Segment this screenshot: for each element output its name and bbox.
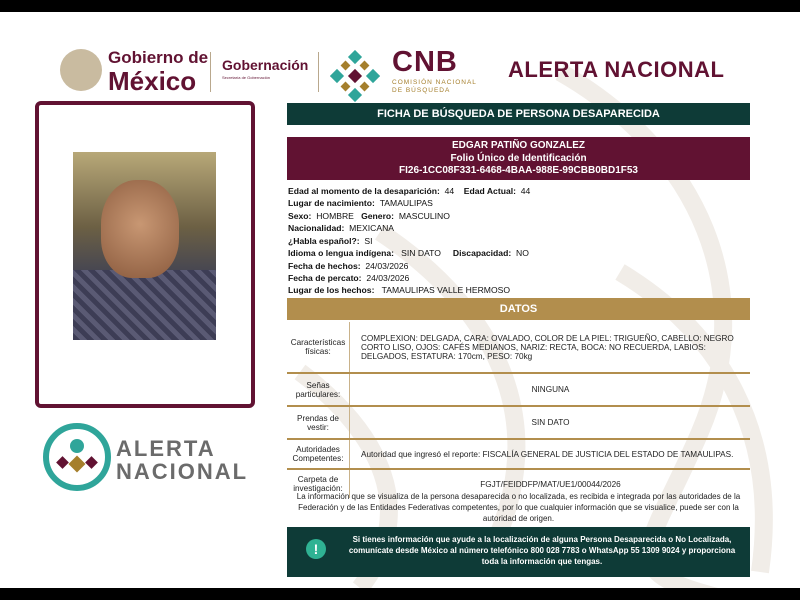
info-nacimiento-row bbox=[288, 198, 433, 208]
datos-label: Señas particulares: bbox=[287, 374, 350, 405]
folio-label: Folio Único de Identificación bbox=[450, 152, 587, 164]
datos-row-prendas bbox=[287, 407, 750, 440]
edad-desaparicion-value: 44 bbox=[444, 186, 455, 196]
contact-text: Si tienes información que ayude a la localización de alguna Persona Desaparecida o No Localizada, comunícate desde México al número telefónico 800 028 7783 o WhatsApp 55 1309 9024 y proporciona toda la información que tengas. bbox=[348, 535, 736, 566]
discapacidad-value: NO bbox=[515, 248, 529, 258]
edad-desaparicion-label: Edad al momento de la desaparición: bbox=[288, 186, 440, 196]
cnb-logo bbox=[392, 46, 477, 96]
info-sexo-row bbox=[288, 211, 450, 221]
person-photo bbox=[73, 152, 216, 340]
photo-face bbox=[101, 180, 179, 278]
info-fecha-percato-row bbox=[288, 273, 409, 283]
sexo-value: HOMBRE bbox=[316, 211, 354, 221]
contact-box bbox=[287, 527, 750, 577]
espanol-value: SI bbox=[364, 236, 373, 246]
gob-line1: Gobierno de bbox=[108, 48, 209, 67]
person-name: EDGAR PATIÑO GONZALEZ bbox=[452, 140, 585, 151]
cnb-sub1: COMISIÓN NACIONAL bbox=[392, 79, 477, 86]
datos-label: Prendas de vestir: bbox=[287, 407, 350, 438]
alert-icon: ! bbox=[306, 539, 326, 559]
datos-row-autoridades bbox=[287, 440, 750, 470]
header-divider bbox=[318, 52, 319, 92]
info-nacionalidad-row bbox=[288, 223, 394, 233]
info-fecha-hechos-row bbox=[288, 261, 408, 271]
alerta-logo-line1: ALERTA bbox=[116, 436, 216, 461]
info-idioma-row bbox=[288, 248, 529, 258]
photo-shirt bbox=[73, 270, 216, 340]
datos-value: Autoridad que ingresó el reporte: FISCALÍA GENERAL DE JUSTICIA DEL ESTADO DE TAMAULIPAS. bbox=[361, 449, 734, 459]
genero-label: Genero: bbox=[361, 211, 395, 221]
datos-value: COMPLEXION: DELGADA, CARA: OVALADO, COLOR DE LA PIEL: TRIGUEÑO, CABELLO: NEGRO CORTO LISO, OJOS: CAFÉS MEDIANOS, NARIZ: RECTA, BOCA: NO RECUERDA, LABIOS: DELGADOS, ESTATURA: 170cm, PESO: 70kg bbox=[361, 333, 734, 361]
info-espanol-row bbox=[288, 236, 373, 246]
nacionalidad-label: Nacionalidad: bbox=[288, 223, 345, 233]
datos-label: Autoridades Competentes: bbox=[287, 440, 350, 468]
discapacidad-label: Discapacidad: bbox=[452, 248, 512, 258]
cnb-title: CNB bbox=[392, 46, 458, 78]
espanol-label: ¿Habla español?: bbox=[288, 236, 360, 246]
genero-value: MASCULINO bbox=[398, 211, 450, 221]
datos-value: FGJT/FEIDDFP/MAT/UE1/00044/2026 bbox=[480, 479, 621, 489]
idioma-label: Idioma o lengua indígena: bbox=[288, 248, 394, 258]
folio-value: FI26-1CC08F331-6468-4BAA-988E-99CBB0BD1F53 bbox=[399, 165, 638, 176]
nacimiento-value: TAMAULIPAS bbox=[379, 198, 433, 208]
datos-label: Carpeta de investigación: bbox=[287, 470, 350, 498]
cnb-sub2: DE BÚSQUEDA bbox=[392, 87, 451, 95]
alerta-nacional-logo-text bbox=[116, 437, 248, 483]
gobierno-seal-icon bbox=[60, 49, 102, 91]
gobernacion-subtext: Secretaría de Gobernación bbox=[222, 75, 271, 80]
nacionalidad-value: MEXICANA bbox=[349, 223, 395, 233]
fecha-percato-label: Fecha de percato: bbox=[288, 273, 362, 283]
header-divider bbox=[210, 52, 211, 92]
datos-value: SIN DATO bbox=[531, 418, 570, 427]
gobernacion-text: Gobernación bbox=[222, 57, 309, 73]
cnb-emblem-icon bbox=[330, 50, 380, 102]
fecha-hechos-label: Fecha de hechos: bbox=[288, 261, 361, 271]
edad-actual-label: Edad Actual: bbox=[463, 186, 516, 196]
ficha-title: FICHA DE BÚSQUEDA DE PERSONA DESAPARECIDA bbox=[287, 103, 750, 125]
lugar-hechos-label: Lugar de los hechos: bbox=[288, 285, 375, 295]
gobernacion-logo bbox=[222, 57, 308, 80]
edad-actual-value: 44 bbox=[520, 186, 531, 196]
lugar-hechos-value: TAMAULIPAS VALLE HERMOSO bbox=[381, 285, 511, 295]
sexo-label: Sexo: bbox=[288, 211, 312, 221]
idioma-value: SIN DATO bbox=[401, 248, 441, 258]
gob-line2: México bbox=[108, 66, 197, 96]
datos-value: NINGUNA bbox=[531, 385, 570, 394]
alerta-logo-line2: NACIONAL bbox=[116, 459, 249, 485]
datos-row-caracteristicas bbox=[287, 322, 750, 374]
alerta-nacional-heading: ALERTA NACIONAL bbox=[508, 57, 725, 82]
alerta-nacional-logo-icon bbox=[42, 422, 112, 492]
fecha-hechos-value: 24/03/2026 bbox=[365, 261, 409, 271]
info-edad-row bbox=[288, 186, 530, 196]
disclaimer-text: La información que se visualiza de la persona desaparecida o no localizada, es recibida e integrada por las autoridades de la Federación y de las Entidades Federativas competentes, por lo que cualquier información que se visualice, puede ser con la autoridad de origen. bbox=[296, 492, 741, 523]
nacimiento-label: Lugar de nacimiento: bbox=[288, 198, 375, 208]
datos-row-senas bbox=[287, 374, 750, 407]
fecha-percato-value: 24/03/2026 bbox=[366, 273, 410, 283]
person-header bbox=[287, 137, 750, 180]
gobierno-de-mexico-logo bbox=[108, 49, 208, 94]
info-lugar-hechos-row bbox=[288, 285, 510, 295]
datos-label: Características físicas: bbox=[287, 322, 350, 372]
ficha-document bbox=[0, 12, 800, 588]
datos-heading: DATOS bbox=[287, 298, 750, 320]
